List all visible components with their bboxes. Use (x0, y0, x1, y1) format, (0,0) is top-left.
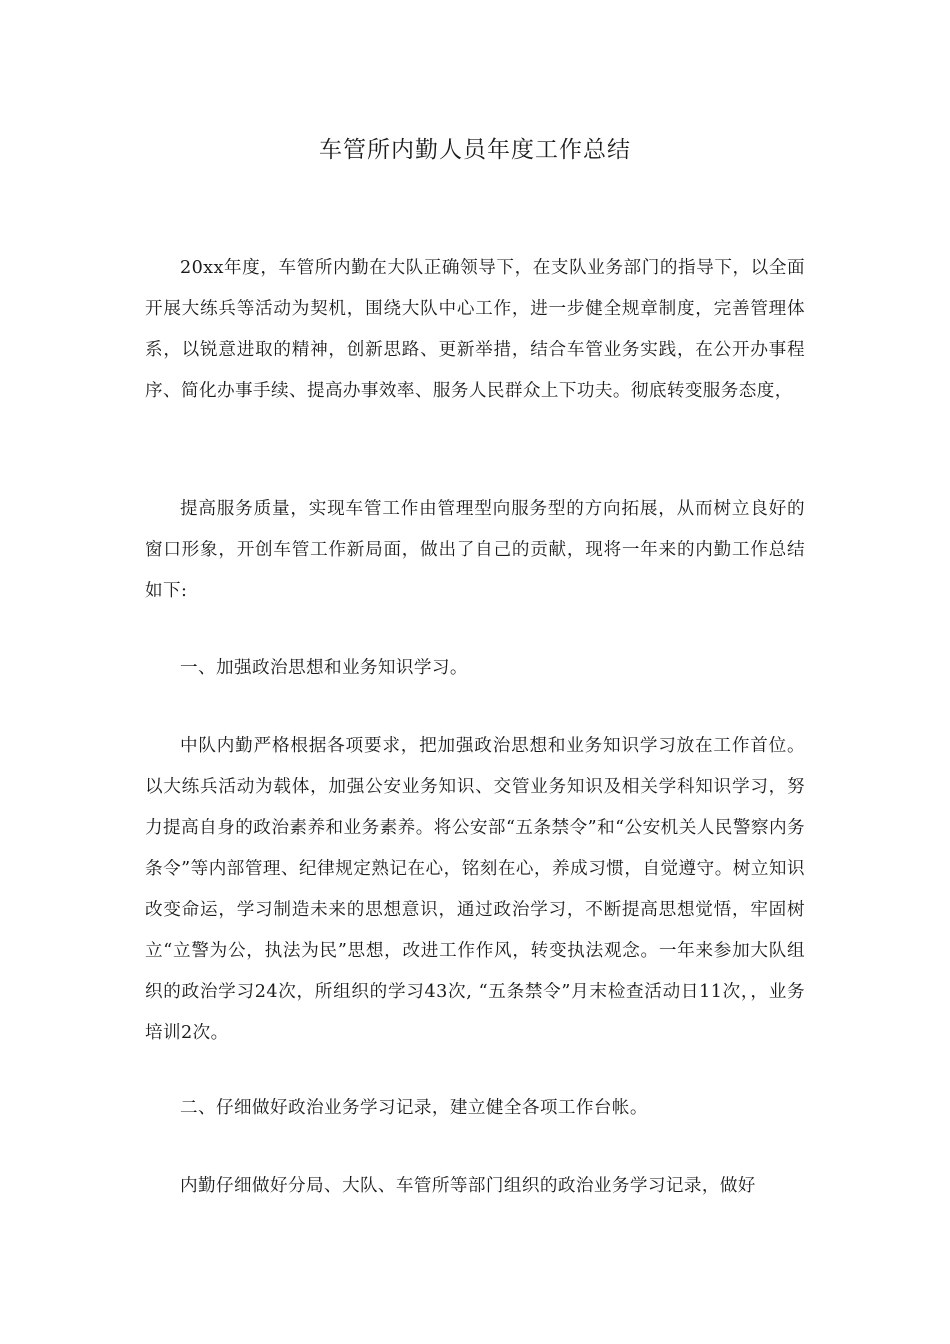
paragraph-section-2: 内勤仔细做好分局、大队、车管所等部门组织的政治业务学习记录，做好 (180, 1176, 756, 1196)
document-title: 车管所内勤人员年度工作总结 (319, 137, 631, 163)
paragraph-intro: 20xx年度，车管所内勤在大队正确领导下，在支队业务部门的指导下，以全面开展大练兵等活动为契机，围绕大队中心工作，进一步健全规章制度，完善管理体系，以锐意进取的精神，创新思路、更新举措，结合车管业务实践，在公开办事程序、简化办事手续、提高办事效率、服务人民群众上下功夫。彻底转变服务态度， (145, 258, 805, 401)
section-heading-2: 二、仔细做好政治业务学习记录，建立健全各项工作台帐。 (180, 1098, 648, 1118)
paragraph-intro-continued: 提高服务质量，实现车管工作由管理型向服务型的方向拓展，从而树立良好的窗口形象，开创车管工作新局面，做出了自己的贡献，现将一年来的内勤工作总结如下: (145, 499, 805, 601)
section-heading-1: 一、加强政治思想和业务知识学习。 (180, 658, 468, 678)
paragraph-section-1: 中队内勤严格根据各项要求，把加强政治思想和业务知识学习放在工作首位。以大练兵活动为载体，加强公安业务知识、交管业务知识及相关学科知识学习，努力提高自身的政治素养和业务素养。将公安部“五条禁令”和“公安机关人民警察内务条令”等内部管理、纪律规定熟记在心，铭刻在心，养成习惯，自觉遵守。树立知识改变命运，学习制造未来的思想意识，通过政治学习，不断提高思想觉悟，牢固树立“立警为公，执法为民”思想，改进工作作风，转变执法观念。一年来参加大队组织的政治学习24次，所组织的学习43次, “五条禁令”月末检查活动日11次，，业务培训2次。 (145, 736, 805, 1043)
